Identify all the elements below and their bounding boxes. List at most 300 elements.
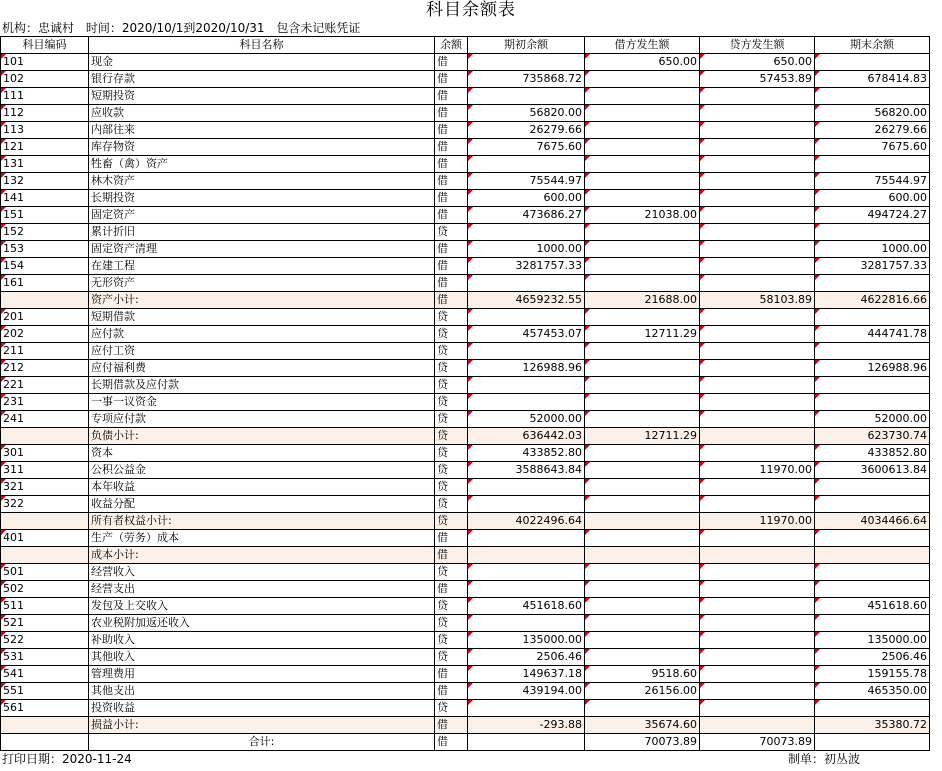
cell-debit-amount[interactable] — [585, 173, 700, 190]
cell-code[interactable]: 321 — [1, 479, 89, 496]
cell-credit-amount[interactable] — [700, 224, 815, 241]
cell-credit-amount[interactable] — [700, 377, 815, 394]
table-row[interactable] — [1, 122, 930, 139]
cell-closing-balance[interactable] — [815, 479, 930, 496]
cell-direction[interactable]: 贷 — [435, 360, 468, 377]
cell-opening-balance[interactable]: 3588643.84 — [468, 462, 585, 479]
cell-closing-balance[interactable]: 159155.78 — [815, 666, 930, 683]
cell-direction[interactable]: 贷 — [435, 326, 468, 343]
cell-opening-balance[interactable] — [468, 496, 585, 513]
cell-opening-balance[interactable]: 636442.03 — [468, 428, 585, 445]
cell-debit-amount[interactable] — [585, 564, 700, 581]
table-row[interactable] — [1, 275, 930, 292]
cell-credit-amount[interactable] — [700, 190, 815, 207]
cell-closing-balance[interactable]: 126988.96 — [815, 360, 930, 377]
cell-opening-balance[interactable] — [468, 615, 585, 632]
cell-debit-amount[interactable] — [585, 88, 700, 105]
cell-credit-amount[interactable]: 11970.00 — [700, 462, 815, 479]
cell-direction[interactable]: 借 — [435, 122, 468, 139]
cell-credit-amount[interactable] — [700, 326, 815, 343]
table-row[interactable] — [1, 173, 930, 190]
cell-closing-balance[interactable] — [815, 88, 930, 105]
cell-debit-amount[interactable]: 35674.60 — [585, 717, 700, 734]
cell-name[interactable]: 农业税附加返还收入 — [89, 615, 435, 632]
cell-credit-amount[interactable]: 57453.89 — [700, 71, 815, 88]
cell-opening-balance[interactable]: 433852.80 — [468, 445, 585, 462]
cell-code[interactable]: 531 — [1, 649, 89, 666]
cell-credit-amount[interactable] — [700, 156, 815, 173]
cell-direction[interactable]: 借 — [435, 530, 468, 547]
cell-code[interactable]: 561 — [1, 700, 89, 717]
cell-credit-amount[interactable] — [700, 411, 815, 428]
cell-code[interactable]: 141 — [1, 190, 89, 207]
cell-code[interactable]: 121 — [1, 139, 89, 156]
cell-code[interactable]: 311 — [1, 462, 89, 479]
table-row[interactable] — [1, 88, 930, 105]
cell-code[interactable] — [1, 717, 89, 734]
cell-name[interactable]: 合计: — [89, 734, 435, 751]
cell-direction[interactable]: 贷 — [435, 411, 468, 428]
cell-code[interactable]: 231 — [1, 394, 89, 411]
cell-direction[interactable]: 借 — [435, 207, 468, 224]
cell-name[interactable]: 投资收益 — [89, 700, 435, 717]
cell-code[interactable] — [1, 513, 89, 530]
cell-name[interactable]: 内部往来 — [89, 122, 435, 139]
cell-direction[interactable]: 贷 — [435, 496, 468, 513]
cell-credit-amount[interactable]: 11970.00 — [700, 513, 815, 530]
cell-code[interactable] — [1, 428, 89, 445]
cell-name[interactable]: 经营收入 — [89, 564, 435, 581]
cell-direction[interactable]: 借 — [435, 241, 468, 258]
subtotal-row[interactable] — [1, 428, 930, 445]
cell-direction[interactable]: 借 — [435, 88, 468, 105]
cell-closing-balance[interactable]: 600.00 — [815, 190, 930, 207]
table-row[interactable] — [1, 224, 930, 241]
cell-debit-amount[interactable]: 650.00 — [585, 54, 700, 71]
header-closing-balance[interactable]: 期末余额 — [815, 37, 930, 54]
cell-code[interactable]: 551 — [1, 683, 89, 700]
cell-closing-balance[interactable] — [815, 343, 930, 360]
cell-name[interactable]: 公积公益金 — [89, 462, 435, 479]
cell-name[interactable]: 林木资产 — [89, 173, 435, 190]
cell-opening-balance[interactable]: 457453.07 — [468, 326, 585, 343]
header-name[interactable]: 科目名称 — [89, 37, 435, 54]
cell-closing-balance[interactable] — [815, 377, 930, 394]
cell-debit-amount[interactable] — [585, 241, 700, 258]
cell-closing-balance[interactable]: 494724.27 — [815, 207, 930, 224]
cell-name[interactable]: 长期借款及应付款 — [89, 377, 435, 394]
cell-direction[interactable]: 借 — [435, 717, 468, 734]
cell-opening-balance[interactable]: 75544.97 — [468, 173, 585, 190]
table-row[interactable] — [1, 360, 930, 377]
cell-name[interactable]: 管理费用 — [89, 666, 435, 683]
cell-debit-amount[interactable] — [585, 496, 700, 513]
cell-credit-amount[interactable] — [700, 122, 815, 139]
cell-debit-amount[interactable]: 12711.29 — [585, 428, 700, 445]
cell-credit-amount[interactable] — [700, 530, 815, 547]
table-row[interactable] — [1, 479, 930, 496]
table-row[interactable] — [1, 649, 930, 666]
cell-closing-balance[interactable] — [815, 581, 930, 598]
cell-debit-amount[interactable] — [585, 615, 700, 632]
cell-debit-amount[interactable] — [585, 547, 700, 564]
cell-code[interactable]: 541 — [1, 666, 89, 683]
subtotal-row[interactable] — [1, 717, 930, 734]
cell-name[interactable]: 生产（劳务）成本 — [89, 530, 435, 547]
cell-opening-balance[interactable]: 7675.60 — [468, 139, 585, 156]
header-direction[interactable]: 余额 — [435, 37, 468, 54]
cell-direction[interactable]: 贷 — [435, 479, 468, 496]
cell-direction[interactable]: 贷 — [435, 428, 468, 445]
cell-name[interactable]: 应付福利费 — [89, 360, 435, 377]
header-debit-amount[interactable]: 借方发生额 — [585, 37, 700, 54]
cell-debit-amount[interactable] — [585, 377, 700, 394]
cell-closing-balance[interactable]: 678414.83 — [815, 71, 930, 88]
cell-code[interactable]: 211 — [1, 343, 89, 360]
cell-direction[interactable]: 借 — [435, 666, 468, 683]
table-row[interactable] — [1, 564, 930, 581]
cell-closing-balance[interactable] — [815, 309, 930, 326]
cell-name[interactable]: 成本小计: — [89, 547, 435, 564]
cell-code[interactable] — [1, 292, 89, 309]
cell-debit-amount[interactable] — [585, 462, 700, 479]
cell-credit-amount[interactable] — [700, 632, 815, 649]
cell-name[interactable]: 负债小计: — [89, 428, 435, 445]
cell-direction[interactable]: 借 — [435, 156, 468, 173]
cell-code[interactable]: 152 — [1, 224, 89, 241]
cell-credit-amount[interactable]: 650.00 — [700, 54, 815, 71]
cell-code[interactable]: 153 — [1, 241, 89, 258]
cell-closing-balance[interactable]: 623730.74 — [815, 428, 930, 445]
cell-name[interactable]: 累计折旧 — [89, 224, 435, 241]
cell-opening-balance[interactable] — [468, 54, 585, 71]
subtotal-row[interactable] — [1, 513, 930, 530]
cell-closing-balance[interactable]: 451618.60 — [815, 598, 930, 615]
cell-credit-amount[interactable] — [700, 139, 815, 156]
cell-direction[interactable]: 贷 — [435, 649, 468, 666]
table-row[interactable] — [1, 666, 930, 683]
cell-code[interactable]: 322 — [1, 496, 89, 513]
cell-direction[interactable]: 借 — [435, 54, 468, 71]
cell-credit-amount[interactable]: 70073.89 — [700, 734, 815, 751]
cell-credit-amount[interactable] — [700, 683, 815, 700]
cell-credit-amount[interactable] — [700, 700, 815, 717]
cell-opening-balance[interactable] — [468, 394, 585, 411]
cell-name[interactable]: 现金 — [89, 54, 435, 71]
table-row[interactable] — [1, 411, 930, 428]
table-row[interactable] — [1, 530, 930, 547]
cell-code[interactable]: 202 — [1, 326, 89, 343]
cell-name[interactable]: 应付工资 — [89, 343, 435, 360]
cell-credit-amount[interactable] — [700, 173, 815, 190]
cell-name[interactable]: 无形资产 — [89, 275, 435, 292]
cell-direction[interactable]: 借 — [435, 105, 468, 122]
cell-opening-balance[interactable]: 3281757.33 — [468, 258, 585, 275]
cell-opening-balance[interactable]: 600.00 — [468, 190, 585, 207]
cell-name[interactable]: 长期投资 — [89, 190, 435, 207]
cell-direction[interactable]: 借 — [435, 547, 468, 564]
cell-code[interactable]: 241 — [1, 411, 89, 428]
cell-closing-balance[interactable]: 3281757.33 — [815, 258, 930, 275]
cell-opening-balance[interactable]: 26279.66 — [468, 122, 585, 139]
cell-name[interactable]: 资产小计: — [89, 292, 435, 309]
cell-code[interactable]: 154 — [1, 258, 89, 275]
table-row[interactable] — [1, 581, 930, 598]
cell-name[interactable]: 其他支出 — [89, 683, 435, 700]
cell-direction[interactable]: 贷 — [435, 700, 468, 717]
cell-name[interactable]: 发包及上交收入 — [89, 598, 435, 615]
cell-direction[interactable]: 贷 — [435, 224, 468, 241]
cell-debit-amount[interactable] — [585, 581, 700, 598]
cell-direction[interactable]: 借 — [435, 292, 468, 309]
table-row[interactable] — [1, 445, 930, 462]
cell-code[interactable]: 201 — [1, 309, 89, 326]
cell-credit-amount[interactable]: 58103.89 — [700, 292, 815, 309]
cell-debit-amount[interactable] — [585, 513, 700, 530]
cell-direction[interactable]: 贷 — [435, 632, 468, 649]
cell-credit-amount[interactable] — [700, 666, 815, 683]
cell-opening-balance[interactable]: 439194.00 — [468, 683, 585, 700]
cell-opening-balance[interactable] — [468, 275, 585, 292]
cell-name[interactable]: 应付款 — [89, 326, 435, 343]
cell-code[interactable] — [1, 547, 89, 564]
cell-credit-amount[interactable] — [700, 445, 815, 462]
cell-debit-amount[interactable] — [585, 156, 700, 173]
cell-closing-balance[interactable]: 4034466.64 — [815, 513, 930, 530]
cell-opening-balance[interactable]: 2506.46 — [468, 649, 585, 666]
table-row[interactable] — [1, 105, 930, 122]
cell-closing-balance[interactable] — [815, 275, 930, 292]
cell-code[interactable]: 112 — [1, 105, 89, 122]
table-row[interactable] — [1, 54, 930, 71]
table-row[interactable] — [1, 190, 930, 207]
cell-closing-balance[interactable]: 35380.72 — [815, 717, 930, 734]
cell-opening-balance[interactable] — [468, 734, 585, 751]
cell-opening-balance[interactable] — [468, 479, 585, 496]
cell-debit-amount[interactable] — [585, 105, 700, 122]
cell-closing-balance[interactable] — [815, 496, 930, 513]
cell-direction[interactable]: 借 — [435, 139, 468, 156]
cell-credit-amount[interactable] — [700, 547, 815, 564]
cell-closing-balance[interactable]: 465350.00 — [815, 683, 930, 700]
cell-code[interactable]: 111 — [1, 88, 89, 105]
cell-opening-balance[interactable]: 451618.60 — [468, 598, 585, 615]
cell-opening-balance[interactable]: 473686.27 — [468, 207, 585, 224]
cell-closing-balance[interactable] — [815, 54, 930, 71]
cell-closing-balance[interactable] — [815, 224, 930, 241]
cell-opening-balance[interactable]: 135000.00 — [468, 632, 585, 649]
header-credit-amount[interactable]: 贷方发生额 — [700, 37, 815, 54]
table-row[interactable] — [1, 632, 930, 649]
cell-credit-amount[interactable] — [700, 598, 815, 615]
cell-direction[interactable]: 贷 — [435, 343, 468, 360]
cell-opening-balance[interactable]: 126988.96 — [468, 360, 585, 377]
cell-name[interactable]: 损益小计: — [89, 717, 435, 734]
table-row[interactable] — [1, 394, 930, 411]
cell-debit-amount[interactable] — [585, 343, 700, 360]
cell-debit-amount[interactable]: 21038.00 — [585, 207, 700, 224]
cell-debit-amount[interactable] — [585, 122, 700, 139]
subtotal-row[interactable] — [1, 292, 930, 309]
cell-direction[interactable]: 贷 — [435, 394, 468, 411]
cell-closing-balance[interactable]: 135000.00 — [815, 632, 930, 649]
table-row[interactable] — [1, 309, 930, 326]
table-row[interactable] — [1, 700, 930, 717]
cell-code[interactable]: 101 — [1, 54, 89, 71]
cell-code[interactable]: 113 — [1, 122, 89, 139]
cell-name[interactable]: 应收款 — [89, 105, 435, 122]
cell-name[interactable]: 在建工程 — [89, 258, 435, 275]
table-row[interactable] — [1, 496, 930, 513]
cell-opening-balance[interactable] — [468, 377, 585, 394]
cell-credit-amount[interactable] — [700, 88, 815, 105]
cell-credit-amount[interactable] — [700, 496, 815, 513]
cell-closing-balance[interactable]: 3600613.84 — [815, 462, 930, 479]
table-row[interactable] — [1, 207, 930, 224]
cell-debit-amount[interactable]: 21688.00 — [585, 292, 700, 309]
cell-opening-balance[interactable]: 4659232.55 — [468, 292, 585, 309]
cell-credit-amount[interactable] — [700, 360, 815, 377]
cell-closing-balance[interactable] — [815, 156, 930, 173]
header-code[interactable]: 科目编码 — [1, 37, 89, 54]
table-row[interactable] — [1, 683, 930, 700]
cell-debit-amount[interactable] — [585, 445, 700, 462]
cell-code[interactable]: 501 — [1, 564, 89, 581]
cell-opening-balance[interactable]: 735868.72 — [468, 71, 585, 88]
cell-direction[interactable]: 借 — [435, 71, 468, 88]
cell-debit-amount[interactable] — [585, 530, 700, 547]
cell-closing-balance[interactable] — [815, 564, 930, 581]
cell-direction[interactable]: 贷 — [435, 598, 468, 615]
cell-opening-balance[interactable] — [468, 581, 585, 598]
cell-code[interactable]: 221 — [1, 377, 89, 394]
cell-direction[interactable]: 借 — [435, 734, 468, 751]
cell-direction[interactable]: 借 — [435, 275, 468, 292]
cell-credit-amount[interactable] — [700, 309, 815, 326]
cell-closing-balance[interactable]: 26279.66 — [815, 122, 930, 139]
cell-debit-amount[interactable] — [585, 71, 700, 88]
cell-debit-amount[interactable]: 9518.60 — [585, 666, 700, 683]
cell-name[interactable]: 固定资产 — [89, 207, 435, 224]
cell-closing-balance[interactable]: 7675.60 — [815, 139, 930, 156]
cell-opening-balance[interactable]: 1000.00 — [468, 241, 585, 258]
cell-name[interactable]: 资本 — [89, 445, 435, 462]
cell-debit-amount[interactable] — [585, 700, 700, 717]
cell-direction[interactable]: 借 — [435, 173, 468, 190]
cell-credit-amount[interactable] — [700, 717, 815, 734]
cell-name[interactable]: 银行存款 — [89, 71, 435, 88]
cell-closing-balance[interactable] — [815, 530, 930, 547]
cell-credit-amount[interactable] — [700, 394, 815, 411]
cell-debit-amount[interactable] — [585, 632, 700, 649]
cell-name[interactable]: 本年收益 — [89, 479, 435, 496]
cell-closing-balance[interactable]: 75544.97 — [815, 173, 930, 190]
cell-code[interactable]: 521 — [1, 615, 89, 632]
cell-direction[interactable]: 贷 — [435, 309, 468, 326]
cell-direction[interactable]: 借 — [435, 581, 468, 598]
cell-debit-amount[interactable]: 26156.00 — [585, 683, 700, 700]
cell-code[interactable]: 401 — [1, 530, 89, 547]
cell-name[interactable]: 经营支出 — [89, 581, 435, 598]
cell-direction[interactable]: 贷 — [435, 445, 468, 462]
cell-credit-amount[interactable] — [700, 615, 815, 632]
cell-closing-balance[interactable] — [815, 547, 930, 564]
subtotal-row[interactable] — [1, 547, 930, 564]
cell-debit-amount[interactable] — [585, 275, 700, 292]
cell-direction[interactable]: 贷 — [435, 462, 468, 479]
cell-closing-balance[interactable] — [815, 734, 930, 751]
total-row[interactable] — [1, 734, 930, 751]
cell-name[interactable]: 所有者权益小计: — [89, 513, 435, 530]
table-row[interactable] — [1, 462, 930, 479]
cell-closing-balance[interactable]: 52000.00 — [815, 411, 930, 428]
cell-closing-balance[interactable]: 433852.80 — [815, 445, 930, 462]
cell-name[interactable]: 收益分配 — [89, 496, 435, 513]
cell-direction[interactable]: 贷 — [435, 513, 468, 530]
cell-code[interactable]: 131 — [1, 156, 89, 173]
cell-debit-amount[interactable] — [585, 394, 700, 411]
cell-debit-amount[interactable] — [585, 224, 700, 241]
cell-name[interactable]: 短期投资 — [89, 88, 435, 105]
cell-opening-balance[interactable]: 4022496.64 — [468, 513, 585, 530]
cell-credit-amount[interactable] — [700, 428, 815, 445]
cell-debit-amount[interactable] — [585, 598, 700, 615]
cell-credit-amount[interactable] — [700, 241, 815, 258]
cell-code[interactable]: 132 — [1, 173, 89, 190]
cell-closing-balance[interactable] — [815, 700, 930, 717]
cell-direction[interactable]: 借 — [435, 683, 468, 700]
cell-code[interactable] — [1, 734, 89, 751]
cell-name[interactable]: 其他收入 — [89, 649, 435, 666]
cell-opening-balance[interactable]: 149637.18 — [468, 666, 585, 683]
table-row[interactable] — [1, 139, 930, 156]
table-row[interactable] — [1, 241, 930, 258]
cell-opening-balance[interactable] — [468, 530, 585, 547]
cell-opening-balance[interactable] — [468, 309, 585, 326]
table-row[interactable] — [1, 343, 930, 360]
cell-closing-balance[interactable]: 2506.46 — [815, 649, 930, 666]
cell-opening-balance[interactable] — [468, 547, 585, 564]
cell-name[interactable]: 牲畜（禽）资产 — [89, 156, 435, 173]
cell-direction[interactable]: 借 — [435, 190, 468, 207]
cell-debit-amount[interactable] — [585, 360, 700, 377]
cell-debit-amount[interactable]: 70073.89 — [585, 734, 700, 751]
table-row[interactable] — [1, 326, 930, 343]
cell-name[interactable]: 专项应付款 — [89, 411, 435, 428]
cell-debit-amount[interactable]: 12711.29 — [585, 326, 700, 343]
cell-credit-amount[interactable] — [700, 105, 815, 122]
cell-opening-balance[interactable]: -293.88 — [468, 717, 585, 734]
cell-name[interactable]: 补助收入 — [89, 632, 435, 649]
header-opening-balance[interactable]: 期初余额 — [468, 37, 585, 54]
cell-name[interactable]: 一事一议资金 — [89, 394, 435, 411]
cell-debit-amount[interactable] — [585, 479, 700, 496]
cell-debit-amount[interactable] — [585, 258, 700, 275]
table-row[interactable] — [1, 615, 930, 632]
cell-credit-amount[interactable] — [700, 207, 815, 224]
cell-direction[interactable]: 借 — [435, 258, 468, 275]
cell-debit-amount[interactable] — [585, 411, 700, 428]
cell-code[interactable]: 102 — [1, 71, 89, 88]
cell-code[interactable]: 502 — [1, 581, 89, 598]
cell-credit-amount[interactable] — [700, 649, 815, 666]
cell-closing-balance[interactable] — [815, 394, 930, 411]
table-row[interactable] — [1, 377, 930, 394]
cell-opening-balance[interactable]: 56820.00 — [468, 105, 585, 122]
cell-credit-amount[interactable] — [700, 581, 815, 598]
cell-closing-balance[interactable]: 56820.00 — [815, 105, 930, 122]
cell-closing-balance[interactable]: 4622816.66 — [815, 292, 930, 309]
